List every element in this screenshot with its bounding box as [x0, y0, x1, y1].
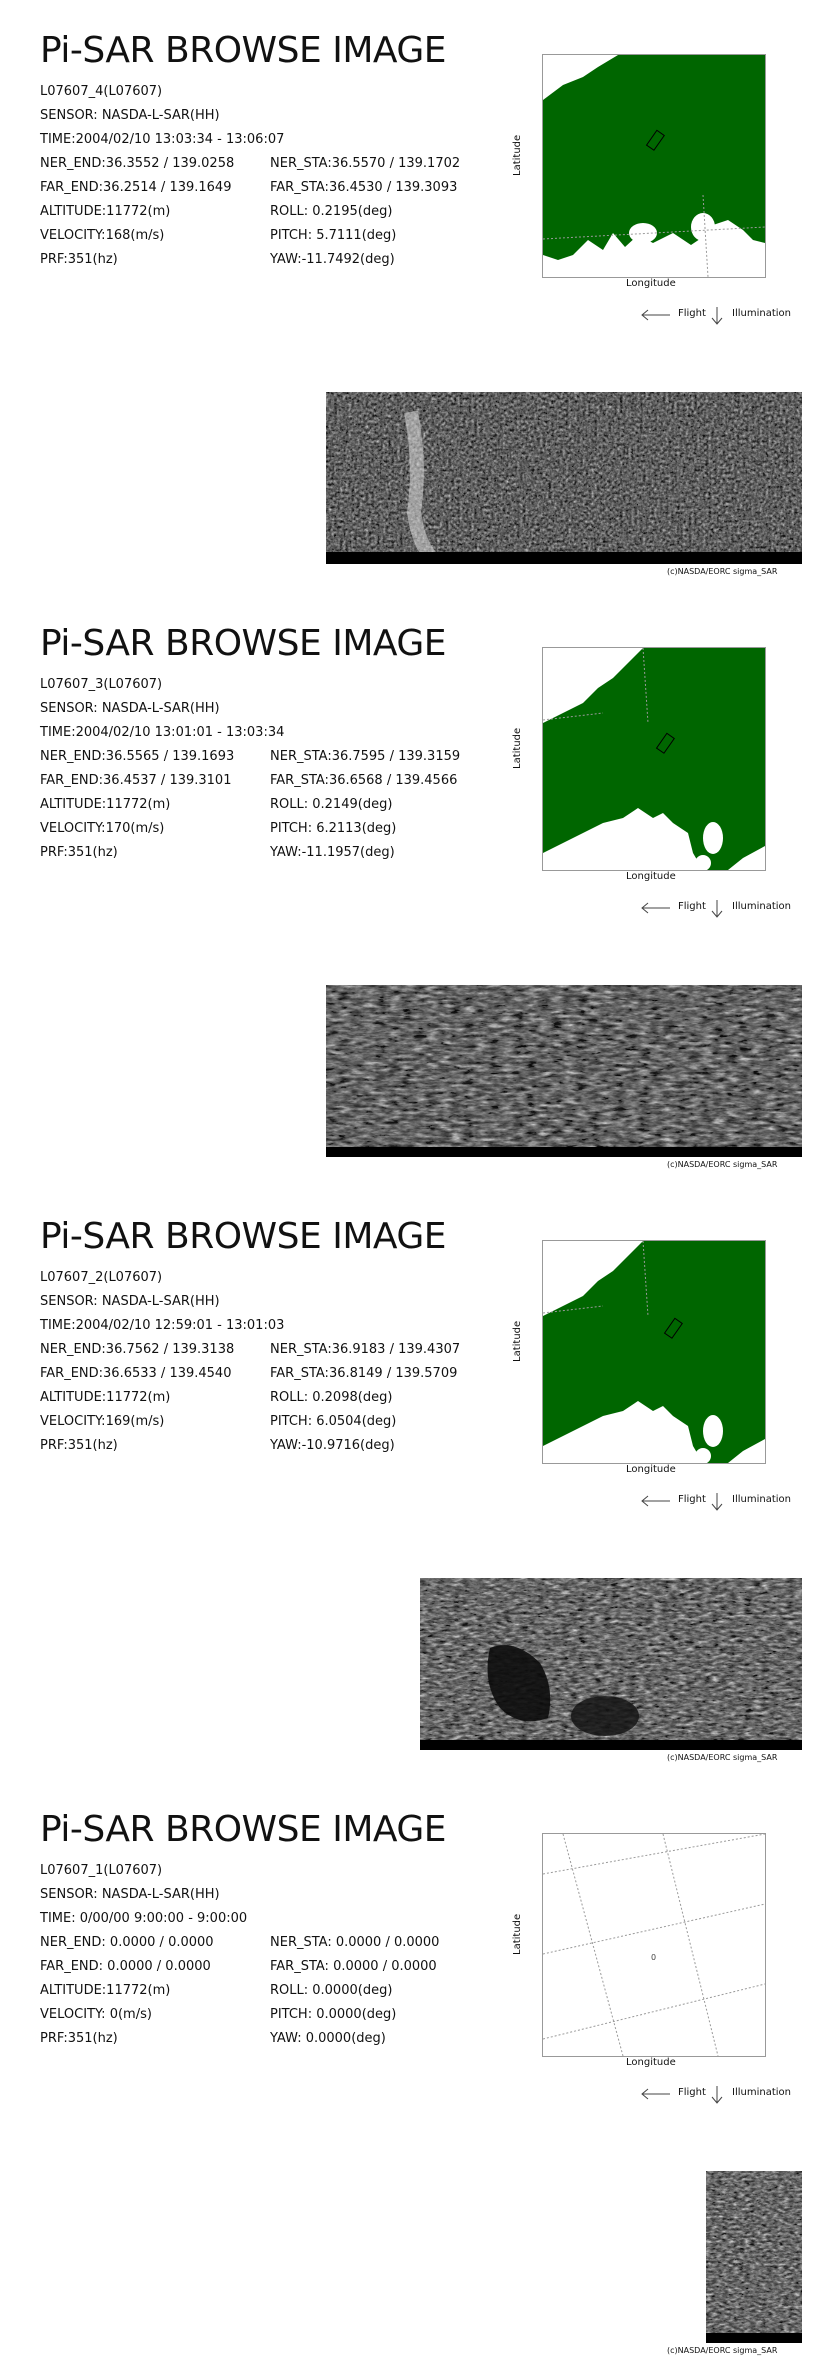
latitude-label: Latitude — [512, 1320, 523, 1362]
far-sta-text: FAR_STA:36.4530 / 139.3093 — [270, 180, 458, 195]
velocity-text: VELOCITY:169(m/s) — [40, 1414, 165, 1429]
far-sta-text: FAR_STA:36.8149 / 139.5709 — [270, 1366, 458, 1381]
ner-sta-text: NER_STA:36.5570 / 139.1702 — [270, 156, 461, 171]
roll-text: ROLL: 0.2195(deg) — [270, 204, 393, 219]
arrow-left-icon — [640, 902, 672, 917]
page-title: Pi-SAR BROWSE IMAGE — [40, 1216, 447, 1257]
latitude-label: Latitude — [512, 134, 523, 176]
far-end-text: FAR_END:36.2514 / 139.1649 — [40, 180, 232, 195]
yaw-text: YAW:-10.9716(deg) — [270, 1438, 395, 1453]
flight-label: Flight — [678, 901, 706, 912]
prf-text: PRF:351(hz) — [40, 2031, 118, 2046]
altitude-text: ALTITUDE:11772(m) — [40, 1983, 171, 1998]
copyright-text: (c)NASDA/EORC sigma_SAR — [667, 567, 778, 576]
latitude-label: Latitude — [512, 1913, 523, 1955]
altitude-text: ALTITUDE:11772(m) — [40, 797, 171, 812]
arrow-left-icon — [640, 1495, 672, 1510]
far-sta-text: FAR_STA:36.6568 / 139.4566 — [270, 773, 458, 788]
yaw-text: YAW: 0.0000(deg) — [270, 2031, 386, 2046]
sensor-text: SENSOR: NASDA-L-SAR(HH) — [40, 1887, 220, 1902]
pitch-text: PITCH: 6.0504(deg) — [270, 1414, 397, 1429]
sar-image — [420, 1578, 802, 1750]
arrow-down-icon — [710, 306, 724, 329]
ner-end-text: NER_END:36.3552 / 139.0258 — [40, 156, 235, 171]
land-area — [543, 648, 765, 870]
location-map — [542, 1833, 766, 2057]
altitude-text: ALTITUDE:11772(m) — [40, 1390, 171, 1405]
pitch-text: PITCH: 0.0000(deg) — [270, 2007, 397, 2022]
roll-text: ROLL: 0.0000(deg) — [270, 1983, 393, 1998]
browse-section-4 — [0, 1779, 822, 2372]
sensor-text: SENSOR: NASDA-L-SAR(HH) — [40, 701, 220, 716]
latitude-label: Latitude — [512, 727, 523, 769]
ner-end-text: NER_END:36.5565 / 139.1693 — [40, 749, 235, 764]
longitude-label: Longitude — [626, 2057, 676, 2068]
longitude-label: Longitude — [626, 278, 676, 289]
page-title: Pi-SAR BROWSE IMAGE — [40, 30, 447, 71]
time-text: TIME:2004/02/10 13:01:01 - 13:03:34 — [40, 725, 285, 740]
illumination-label: Illumination — [732, 2087, 791, 2098]
page-title: Pi-SAR BROWSE IMAGE — [40, 1809, 447, 1850]
location-map — [542, 54, 766, 278]
yaw-text: YAW:-11.7492(deg) — [270, 252, 395, 267]
pitch-text: PITCH: 6.2113(deg) — [270, 821, 397, 836]
ner-sta-text: NER_STA:36.9183 / 139.4307 — [270, 1342, 461, 1357]
roll-text: ROLL: 0.2149(deg) — [270, 797, 393, 812]
sar-image — [706, 2171, 802, 2343]
prf-text: PRF:351(hz) — [40, 1438, 118, 1453]
copyright-text: (c)NASDA/EORC sigma_SAR — [667, 2346, 778, 2355]
browse-section-1 — [0, 0, 822, 593]
scene-id: L07607_3(L07607) — [40, 677, 163, 692]
longitude-label: Longitude — [626, 1464, 676, 1475]
illumination-label: Illumination — [732, 901, 791, 912]
far-end-text: FAR_END: 0.0000 / 0.0000 — [40, 1959, 211, 1974]
ner-end-text: NER_END:36.7562 / 139.3138 — [40, 1342, 235, 1357]
illumination-label: Illumination — [732, 308, 791, 319]
browse-section-2 — [0, 593, 822, 1186]
arrow-left-icon — [640, 2088, 672, 2103]
ner-sta-text: NER_STA:36.7595 / 139.3159 — [270, 749, 461, 764]
ner-end-text: NER_END: 0.0000 / 0.0000 — [40, 1935, 214, 1950]
arrow-down-icon — [710, 1492, 724, 1515]
flight-label: Flight — [678, 1494, 706, 1505]
altitude-text: ALTITUDE:11772(m) — [40, 204, 171, 219]
prf-text: PRF:351(hz) — [40, 845, 118, 860]
sensor-text: SENSOR: NASDA-L-SAR(HH) — [40, 108, 220, 123]
copyright-text: (c)NASDA/EORC sigma_SAR — [667, 1753, 778, 1762]
arrow-left-icon — [640, 309, 672, 324]
land-area — [543, 1241, 765, 1463]
arrow-down-icon — [710, 899, 724, 922]
sensor-text: SENSOR: NASDA-L-SAR(HH) — [40, 1294, 220, 1309]
ner-sta-text: NER_STA: 0.0000 / 0.0000 — [270, 1935, 440, 1950]
location-map — [542, 1240, 766, 1464]
roll-text: ROLL: 0.2098(deg) — [270, 1390, 393, 1405]
map-origin-marker: 0 — [651, 1953, 657, 1962]
velocity-text: VELOCITY: 0(m/s) — [40, 2007, 152, 2022]
scene-id: L07607_1(L07607) — [40, 1863, 163, 1878]
velocity-text: VELOCITY:170(m/s) — [40, 821, 165, 836]
sar-image — [326, 392, 802, 564]
yaw-text: YAW:-11.1957(deg) — [270, 845, 395, 860]
time-text: TIME:2004/02/10 13:03:34 - 13:06:07 — [40, 132, 285, 147]
scene-id: L07607_2(L07607) — [40, 1270, 163, 1285]
prf-text: PRF:351(hz) — [40, 252, 118, 267]
far-sta-text: FAR_STA: 0.0000 / 0.0000 — [270, 1959, 437, 1974]
illumination-label: Illumination — [732, 1494, 791, 1505]
longitude-label: Longitude — [626, 871, 676, 882]
pitch-text: PITCH: 5.7111(deg) — [270, 228, 397, 243]
far-end-text: FAR_END:36.6533 / 139.4540 — [40, 1366, 232, 1381]
far-end-text: FAR_END:36.4537 / 139.3101 — [40, 773, 232, 788]
copyright-text: (c)NASDA/EORC sigma_SAR — [667, 1160, 778, 1169]
page-title: Pi-SAR BROWSE IMAGE — [40, 623, 447, 664]
scene-id: L07607_4(L07607) — [40, 84, 163, 99]
time-text: TIME: 0/00/00 9:00:00 - 9:00:00 — [40, 1911, 248, 1926]
flight-label: Flight — [678, 308, 706, 319]
arrow-down-icon — [710, 2085, 724, 2108]
time-text: TIME:2004/02/10 12:59:01 - 13:01:03 — [40, 1318, 285, 1333]
sar-image — [326, 985, 802, 1157]
velocity-text: VELOCITY:168(m/s) — [40, 228, 165, 243]
location-map — [542, 647, 766, 871]
flight-label: Flight — [678, 2087, 706, 2098]
browse-section-3 — [0, 1186, 822, 1779]
